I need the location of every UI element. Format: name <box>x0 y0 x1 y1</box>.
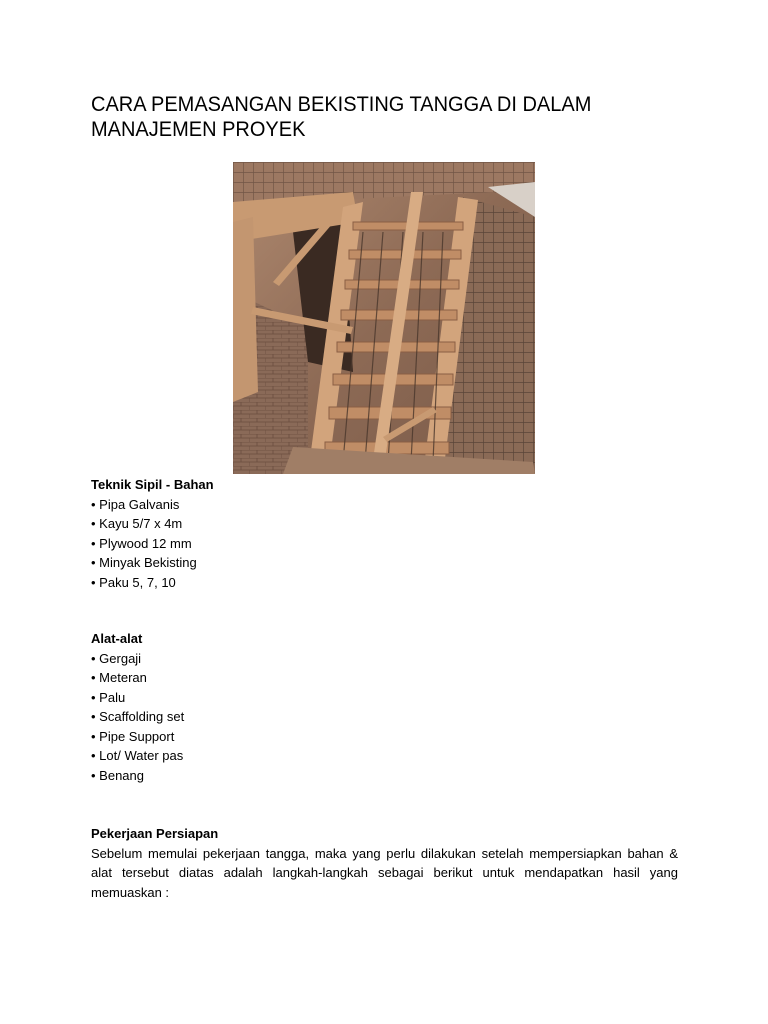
list-item: • Pipa Galvanis <box>91 496 180 512</box>
document-title-line-1: CARA PEMASANGAN BEKISTING TANGGA DI DALAM <box>91 92 592 116</box>
list-item: • Plywood 12 mm <box>91 535 192 551</box>
stair-formwork-photo <box>233 162 535 474</box>
list-item: • Lot/ Water pas <box>91 748 184 763</box>
list-item: • Pipe Support <box>91 728 175 744</box>
list-item: • Palu <box>91 689 126 705</box>
document-title-line-2: MANAJEMEN PROYEK <box>91 117 306 141</box>
list-item: • Meteran <box>91 670 147 685</box>
preparation-section <box>91 824 678 902</box>
list-item: • Minyak Bekisting <box>91 555 197 570</box>
preparation-heading: Pekerjaan Persiapan <box>91 826 219 841</box>
list-item: • Gergaji <box>91 650 142 666</box>
tools-heading: Alat-alat <box>91 631 143 646</box>
preparation-paragraph: Sebelum memulai pekerjaan tangga, maka yang perlu dilakukan setelah mempersiapkan bahan & alat tersebut diatas adalah langkah-langkah sebagai berikut untuk mendapatkan hasil yang memuaskan : <box>91 845 678 900</box>
materials-heading: Teknik Sipil - Bahan <box>91 477 214 492</box>
list-item: • Kayu 5/7 x 4m <box>91 516 183 531</box>
materials-section <box>91 475 214 592</box>
document-title <box>91 92 649 142</box>
tools-section <box>91 629 184 785</box>
list-item: • Scaffolding set <box>91 709 185 724</box>
list-item: • Paku 5, 7, 10 <box>91 574 176 590</box>
list-item: • Benang <box>91 767 144 783</box>
